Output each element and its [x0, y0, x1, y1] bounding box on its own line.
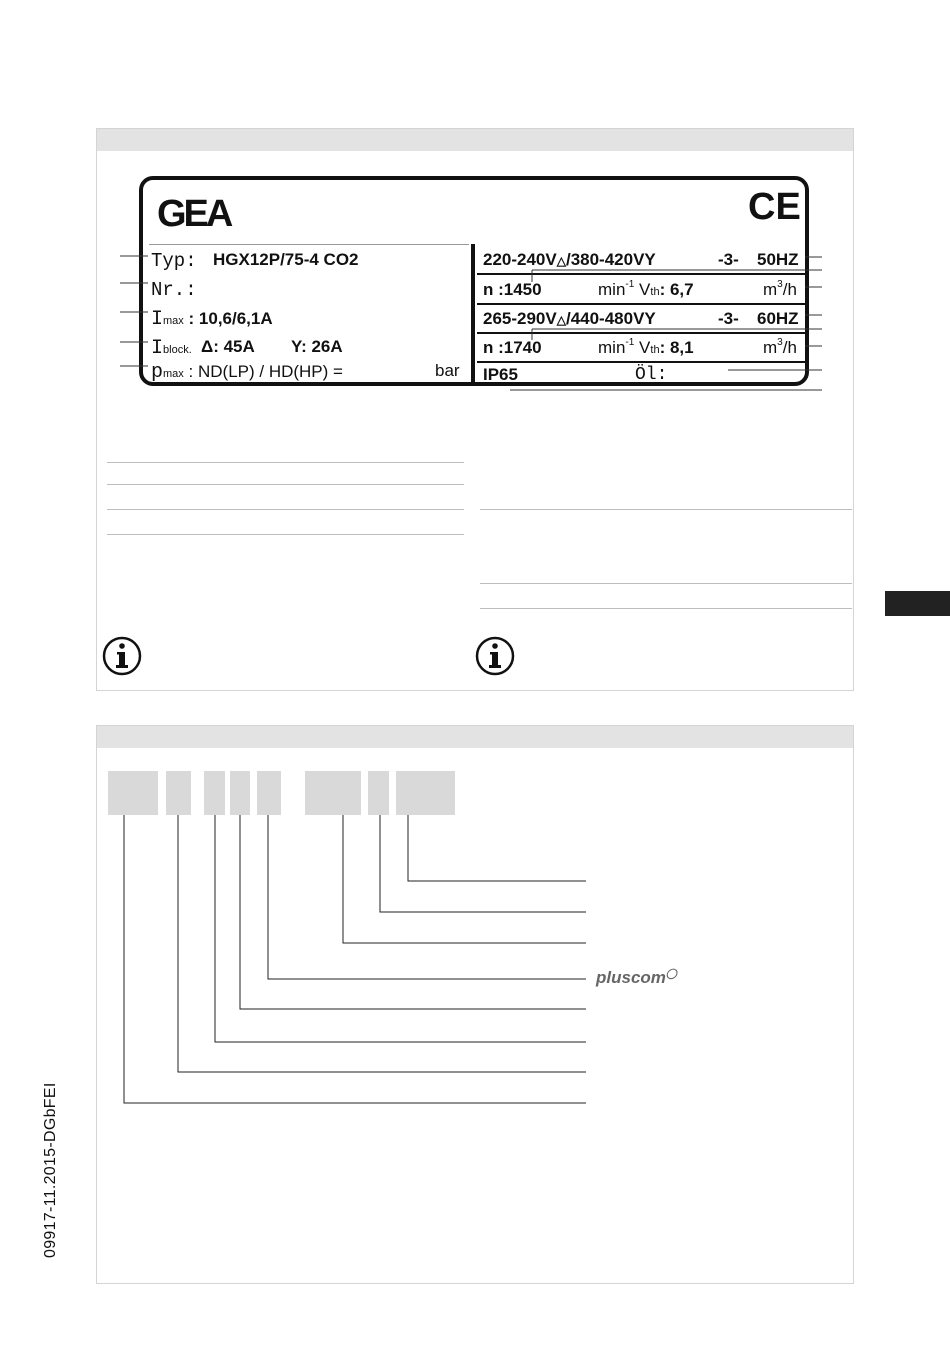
pmax-unit: bar — [435, 361, 460, 380]
row5-oil: Öl: — [635, 365, 668, 385]
row3-voltage-b: /440-480VY — [565, 309, 656, 328]
row4-unit-m: m — [763, 338, 778, 357]
row3-phase: -3- — [718, 309, 739, 328]
pluscom-logo: pluscom◯ — [596, 968, 678, 987]
row2-min-label: min — [598, 280, 626, 299]
imax-label: I — [151, 308, 164, 331]
document-code: 09917-11.2015-DGbFEI — [42, 1082, 59, 1258]
row5-ip: IP65 — [483, 365, 518, 384]
row4-unit-tail: /h — [782, 338, 797, 357]
row2-unit-sup: 3 — [777, 279, 783, 290]
row2-unit-m: m — [763, 280, 778, 299]
imax-sub: max — [163, 315, 184, 327]
row2-unit-tail: /h — [782, 280, 797, 299]
iblock-label: I — [151, 337, 164, 360]
row1-voltage-a: 220-240V — [483, 250, 557, 269]
gea-logo-text: GEA — [157, 193, 231, 235]
row4-min-label: min — [598, 338, 626, 357]
row4-n: n :1740 — [483, 338, 542, 357]
row4-unit-sup: 3 — [777, 337, 783, 348]
row4-v-sub: th — [650, 344, 660, 356]
imax-value: : 10,6/6,1A — [188, 309, 273, 328]
row1-voltage-b: /380-420VY — [565, 250, 656, 269]
row4-v: V — [639, 338, 651, 357]
pmax-value: : ND(LP) / HD(HP) = — [188, 362, 343, 381]
row3-voltage: 265-290V△/440-480VY — [483, 309, 656, 328]
iblock-sub: block. — [163, 344, 192, 356]
pmax-label: p — [151, 361, 164, 384]
row2-min-sup: -1 — [625, 279, 635, 290]
pluscom-label: pluscom — [596, 968, 666, 987]
row3-voltage-a: 265-290V — [483, 309, 557, 328]
row2-n: n :1450 — [483, 280, 542, 299]
typ-label: Typ: — [151, 250, 197, 272]
row4-min-sup: -1 — [625, 337, 635, 348]
row1-freq: 50HZ — [757, 250, 799, 269]
nr-label: Nr.: — [151, 279, 197, 301]
row2-v: V — [639, 280, 651, 299]
row1-voltage: 220-240V△/380-420VY — [483, 250, 656, 269]
row3-freq: 60HZ — [757, 309, 799, 328]
row2-v-sub: th — [650, 286, 660, 298]
iblock-delta-value: Δ: 45A — [201, 337, 255, 356]
row2-value: : 6,7 — [659, 280, 694, 299]
iblock-y-value: Y: 26A — [291, 337, 343, 356]
ce-mark: CE — [748, 186, 801, 228]
pmax-sub: max — [163, 368, 184, 380]
row4-value: : 8,1 — [659, 338, 694, 357]
row1-phase: -3- — [718, 250, 739, 269]
typ-value: HGX12P/75-4 CO2 — [213, 250, 359, 269]
